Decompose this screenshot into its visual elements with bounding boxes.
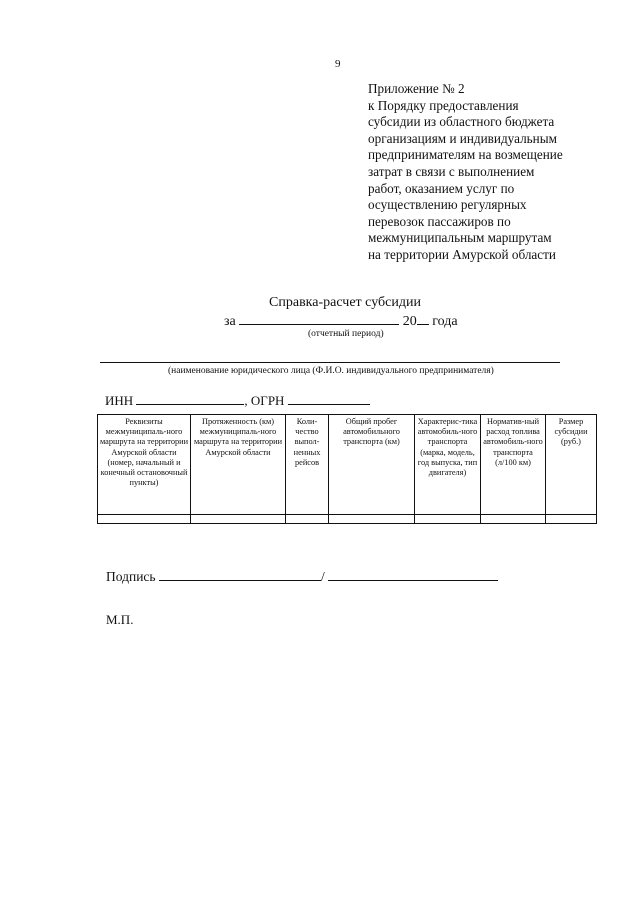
appendix-line: перевозок пассажиров по [368, 213, 511, 229]
appendix-line: работ, оказанием услуг по [368, 180, 515, 196]
ids-row [105, 392, 370, 409]
ogrn-blank[interactable] [288, 392, 370, 405]
appendix-line: к Порядку предоставления [368, 97, 519, 113]
signature-separator: / [320, 569, 325, 584]
col-header-subsidy: Размер субсидии (руб.) [546, 415, 597, 515]
page-number: 9 [335, 58, 341, 70]
appendix-line: межмуниципальным маршрутам [368, 230, 552, 246]
table-cell[interactable] [546, 515, 597, 524]
appendix-line: осуществлению регулярных [368, 197, 527, 213]
signature-blank[interactable] [159, 568, 321, 581]
organization-name-line[interactable] [100, 362, 560, 363]
appendix-line: организациям и индивидуальным [368, 130, 557, 146]
document-title: Справка-расчет субсидии [269, 295, 421, 310]
period-year-prefix: 20 [402, 314, 417, 329]
appendix-line: на территории Амурской области [368, 246, 556, 262]
year-blank[interactable] [417, 312, 429, 325]
table-cell[interactable] [286, 515, 329, 524]
ogrn-label: , ОГРН [244, 393, 285, 408]
col-header-fuel-rate: Норматив-ный расход топлива автомобиль-ного транспорта (л/100 км) [481, 415, 546, 515]
appendix-header [368, 81, 618, 264]
appendix-line: Приложение № 2 [368, 81, 465, 96]
col-header-trips: Коли-чество выпол-ненных рейсов [286, 415, 329, 515]
table-row [98, 515, 597, 524]
inn-blank[interactable] [136, 392, 244, 405]
inn-label: ИНН [105, 393, 134, 408]
signature-label: Подпись [106, 569, 156, 584]
table-cell[interactable] [481, 515, 546, 524]
period-prefix: за [224, 314, 236, 329]
period-year-suffix: года [432, 314, 458, 329]
stamp-label: М.П. [106, 612, 134, 627]
period-row [224, 312, 458, 330]
col-header-vehicle: Характерис-тика автомобиль-ного транспорта (марка, модель, год выпуска, тип двигателя) [415, 415, 481, 515]
table-cell[interactable] [191, 515, 286, 524]
period-caption: (отчетный период) [308, 329, 384, 339]
appendix-line: предпринимателям на возмещение [368, 147, 563, 163]
table-header-row [98, 415, 597, 515]
subsidy-table [97, 414, 597, 524]
col-header-route: Реквизиты межмуниципаль-ного маршрута на территории Амурской области (номер, начальный и конечный остановочный пункты) [98, 415, 191, 515]
col-header-length: Протяженность (км) межмуниципаль-ного маршрута на территории Амурской области [191, 415, 286, 515]
signature-name-blank[interactable] [328, 568, 498, 581]
appendix-line: субсидии из областного бюджета [368, 114, 555, 130]
subsidy-table-container [97, 414, 597, 524]
col-header-mileage: Общий пробег автомобильного транспорта (км) [329, 415, 415, 515]
table-cell[interactable] [329, 515, 415, 524]
organization-caption: (наименование юридического лица (Ф.И.О. индивидуального предпринимателя) [168, 366, 494, 376]
signature-row [106, 568, 498, 585]
period-blank[interactable] [239, 312, 399, 325]
table-cell[interactable] [415, 515, 481, 524]
appendix-line: затрат в связи с выполнением [368, 163, 535, 179]
table-cell[interactable] [98, 515, 191, 524]
